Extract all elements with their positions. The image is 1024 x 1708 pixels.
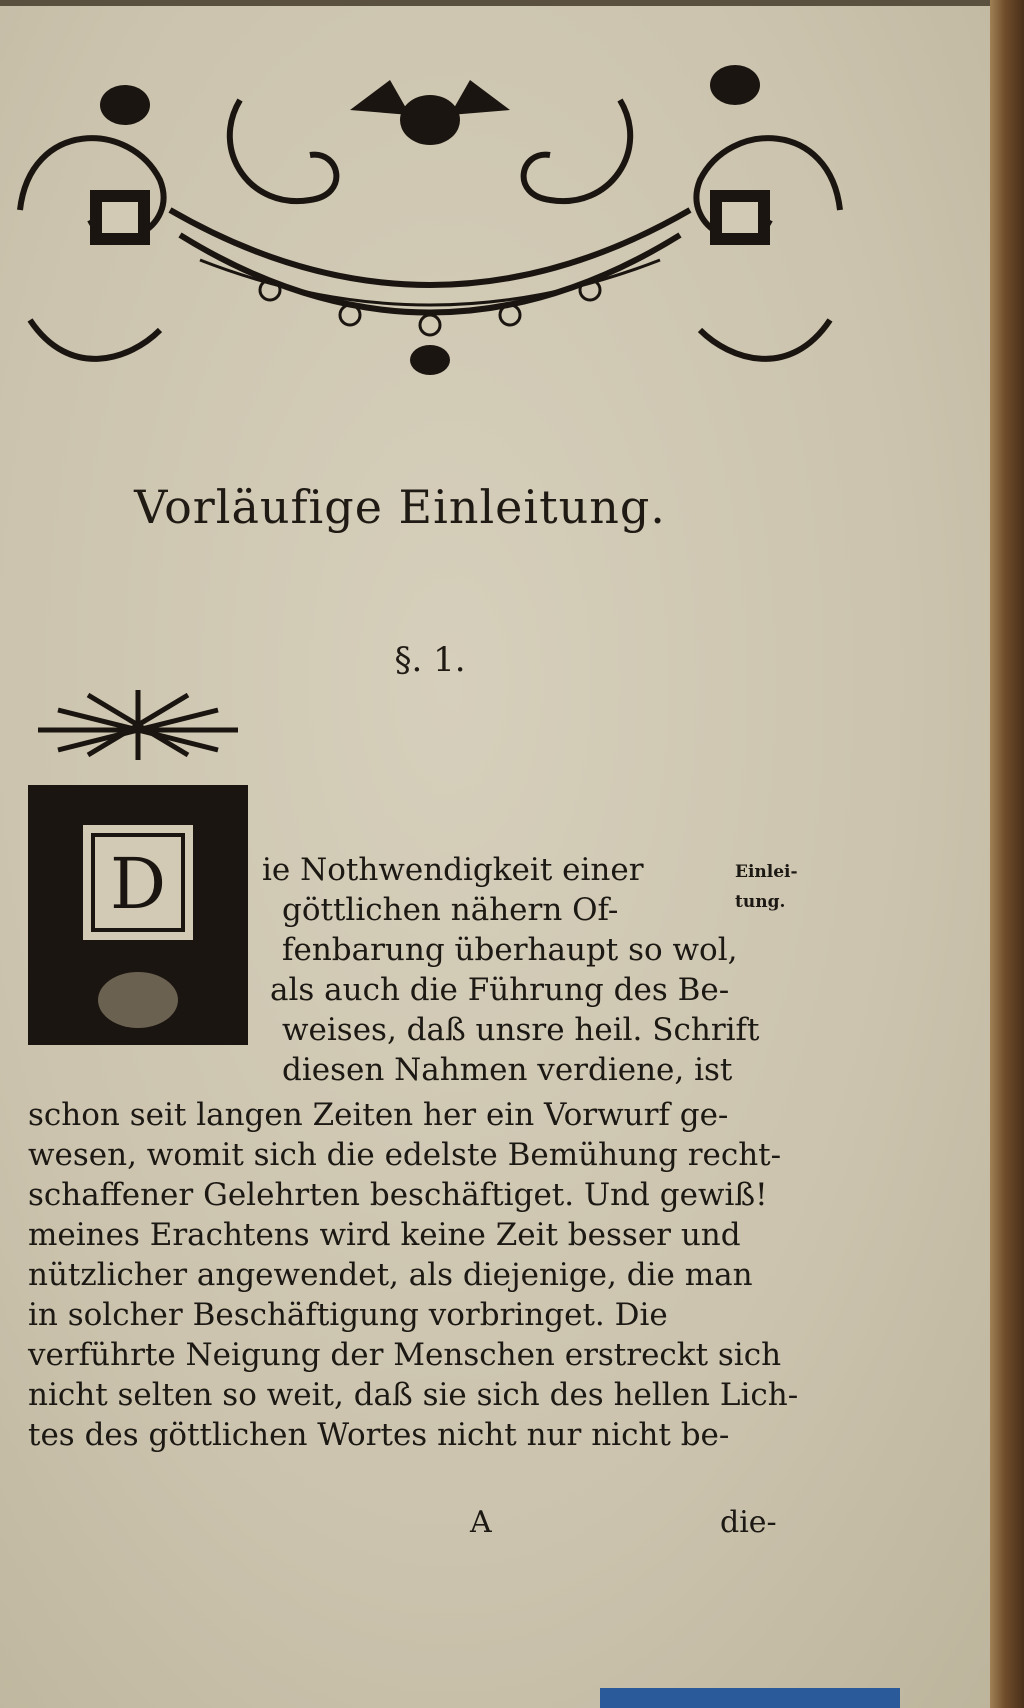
catchword: die- [720, 1505, 777, 1540]
marginal-note: Einlei- [735, 862, 798, 882]
text-line: schaffener Gelehrten beschäftiget. Und gewiß! [28, 1177, 768, 1213]
text-line: wesen, womit sich die edelste Bemühung recht- [28, 1137, 782, 1173]
signature-mark: A [470, 1505, 492, 1540]
marginal-note: tung. [735, 892, 786, 912]
text-line: diesen Nahmen verdiene, ist [282, 1052, 733, 1088]
text-line: fenbarung überhaupt so wol, [282, 932, 738, 968]
book-spine [990, 0, 1024, 1708]
text-line: tes des göttlichen Wortes nicht nur nicht be- [28, 1417, 730, 1453]
text-line: als auch die Führung des Be- [270, 972, 730, 1008]
page-title: Vorläufige Einleitung. [134, 480, 666, 534]
blue-edge [600, 1688, 900, 1708]
page-top-edge [0, 0, 1000, 6]
text-line: göttlichen nähern Of- [282, 892, 619, 928]
drop-cap-letter: D [109, 843, 167, 925]
text-line: weises, daß unsre heil. Schrift [282, 1012, 760, 1048]
text-line: schon seit langen Zeiten her ein Vorwurf ge- [28, 1097, 729, 1133]
section-number: §. 1. [394, 640, 466, 680]
text-line: nicht selten so weit, daß sie sich des hellen Lich- [28, 1377, 799, 1413]
text-line: ie Nothwendigkeit einer [262, 852, 644, 888]
text-line: meines Erachtens wird keine Zeit besser und [28, 1217, 741, 1253]
text-line: verführte Neigung der Menschen erstreckt sich [28, 1337, 782, 1373]
headpiece-ornament [10, 60, 850, 390]
decorated-initial [18, 690, 258, 1080]
text-line: in solcher Beschäftigung vorbringet. Die [28, 1297, 668, 1333]
text-line: nützlicher angewendet, als diejenige, die man [28, 1257, 753, 1293]
